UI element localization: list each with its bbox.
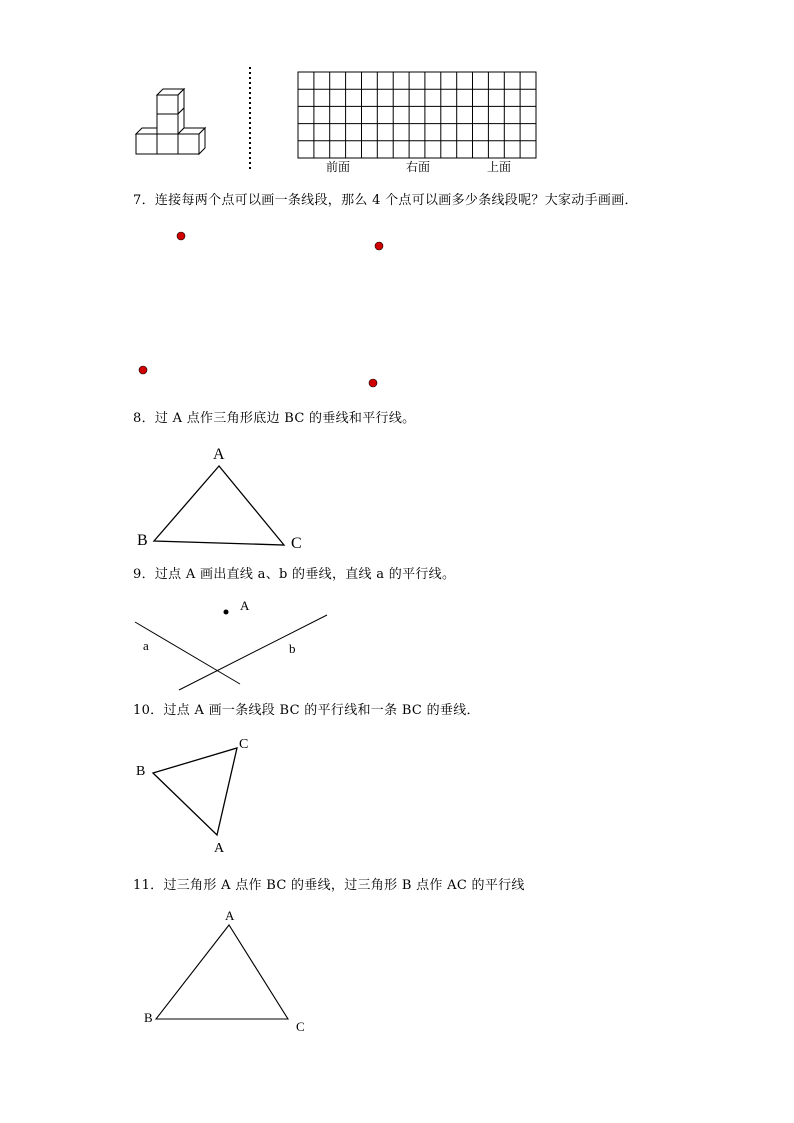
q10-text: 10．过点 A 画一条线段 BC 的平行线和一条 BC 的垂线．	[133, 703, 480, 718]
q7-points	[139, 232, 383, 387]
q11-text: 11．过三角形 A 点作 BC 的垂线，过三角形 B 点作 AC 的平行线	[133, 878, 525, 893]
q11-label-c: C	[296, 1019, 305, 1034]
q9-label-line-b: b	[289, 641, 296, 656]
q7-point	[139, 366, 147, 374]
q7-text: 7．连接每两个点可以画一条线段，那么 4 个点可以画多少条线段呢？大家动手画画．	[133, 193, 638, 208]
view-label-right: 右面	[406, 160, 431, 174]
q10-triangle	[153, 748, 237, 835]
q11-label-a: A	[225, 908, 235, 923]
view-label-front: 前面	[326, 160, 351, 174]
q8-label-c: C	[291, 535, 302, 552]
q9-line-b	[179, 615, 327, 690]
q10-label-a: A	[214, 841, 225, 856]
q10-label-b: B	[136, 764, 146, 779]
q11-label-b: B	[144, 1010, 153, 1025]
drawing-grid	[298, 72, 536, 158]
q7-point	[375, 242, 383, 250]
q7-point	[177, 232, 185, 240]
q7-point	[369, 379, 377, 387]
q9-point-a	[224, 610, 229, 615]
q10-label-c: C	[239, 737, 249, 752]
q9-label-line-a: a	[143, 638, 149, 653]
q9-lines	[135, 615, 327, 690]
q8-triangle	[154, 466, 284, 545]
q9-line-a	[135, 622, 240, 684]
q11-triangle	[156, 925, 288, 1019]
q8-text: 8．过 A 点作三角形底边 BC 的垂线和平行线。	[133, 411, 416, 426]
cube-stack	[136, 89, 205, 154]
view-label-top: 上面	[487, 160, 512, 174]
q8-label-a: A	[213, 446, 225, 463]
q8-label-b: B	[137, 532, 148, 549]
q9-text: 9．过点 A 画出直线 a、b 的垂线，直线 a 的平行线。	[133, 567, 456, 582]
q9-label-point: A	[240, 598, 250, 613]
